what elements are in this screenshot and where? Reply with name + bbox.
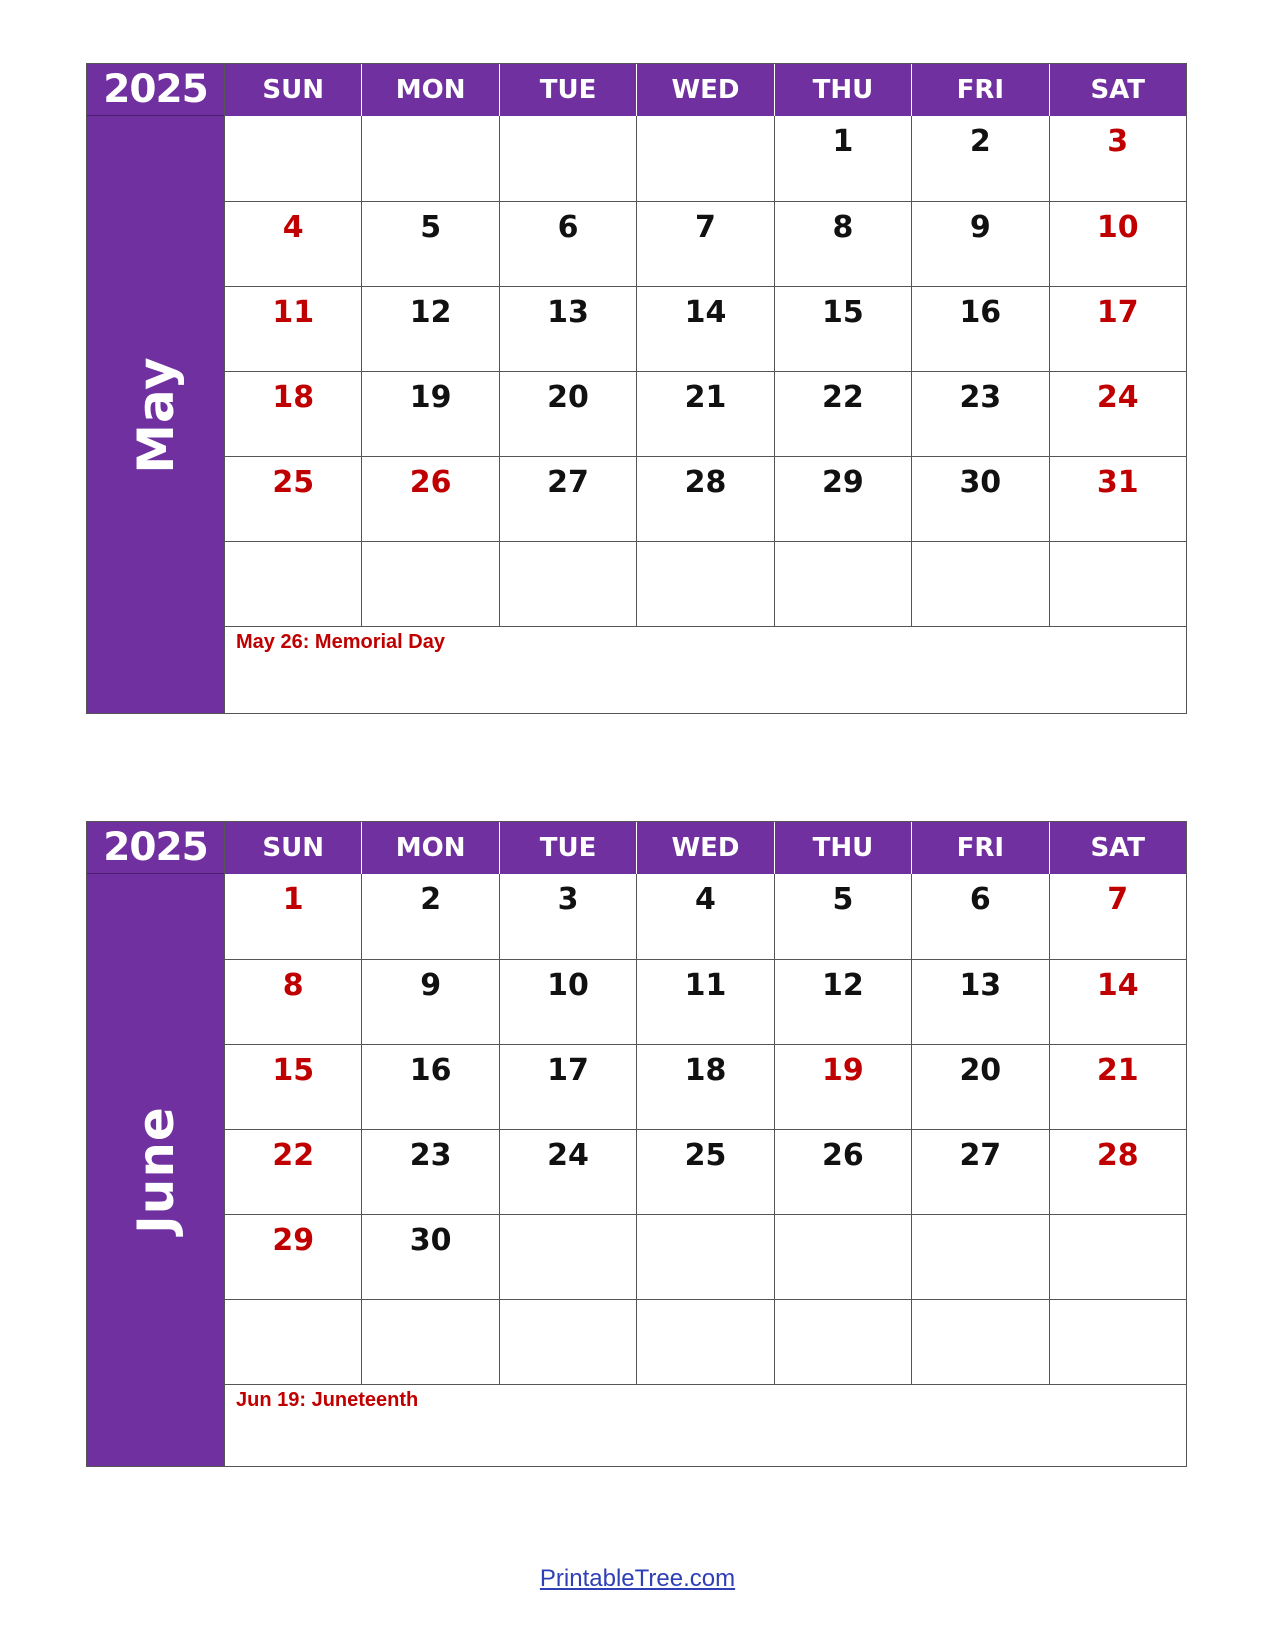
day-cell (500, 116, 637, 201)
day-cell: 6 (500, 202, 637, 286)
day-cell (637, 542, 774, 626)
weekday-fri: FRI (912, 822, 1049, 874)
day-cell: 27 (500, 457, 637, 541)
day-cell: 16 (362, 1045, 499, 1129)
day-cell: 31 (1096, 465, 1139, 500)
day-cell: 29 (775, 457, 912, 541)
day-cell: 1 (775, 116, 912, 201)
footer (0, 1565, 1275, 1593)
day-cell: 20 (500, 372, 637, 456)
weekday-sat: SAT (1090, 833, 1146, 863)
weekday-header (225, 822, 1186, 874)
month-name: May (126, 355, 185, 474)
day-cell: 30 (912, 457, 1049, 541)
sidebar (87, 64, 225, 713)
day-cell (637, 116, 774, 201)
day-cell: 17 (1096, 295, 1139, 330)
day-cell: 18 (637, 1045, 774, 1129)
day-cell (500, 1300, 637, 1384)
day-cell (775, 542, 912, 626)
week-row (225, 371, 1186, 456)
day-cell: 18 (225, 372, 362, 456)
week-row (225, 1299, 1186, 1384)
weekday-mon: MON (362, 64, 499, 116)
weekday-tue: TUE (500, 822, 637, 874)
day-cell (775, 1300, 912, 1384)
day-cell (912, 542, 1049, 626)
day-cell: 30 (362, 1215, 499, 1299)
day-cell: 23 (362, 1130, 499, 1214)
day-cell (637, 1215, 774, 1299)
site-link[interactable]: PrintableTree.com (539, 1565, 736, 1592)
day-cell: 15 (225, 1045, 362, 1129)
day-cell: 13 (912, 960, 1049, 1044)
day-cell: 25 (637, 1130, 774, 1214)
week-row (225, 1214, 1186, 1299)
week-row (225, 201, 1186, 286)
weekday-sun: SUN (225, 822, 362, 874)
day-cell: 19 (362, 372, 499, 456)
day-cell (1050, 542, 1186, 626)
day-cell: 15 (775, 287, 912, 371)
day-cell: 4 (225, 202, 362, 286)
day-cell: 7 (637, 202, 774, 286)
week-row (225, 116, 1186, 201)
weekday-wed: WED (637, 64, 774, 116)
week-row (225, 1129, 1186, 1214)
day-cell: 11 (637, 960, 774, 1044)
day-cell: 26 (775, 1130, 912, 1214)
calendar-june (86, 821, 1187, 1467)
weekday-thu: THU (775, 822, 912, 874)
holiday-note: Jun 19: Juneteenth (236, 1389, 419, 1411)
month-name: June (126, 1106, 185, 1234)
notes-area (225, 1384, 1186, 1466)
week-row (225, 286, 1186, 371)
day-cell: 4 (637, 874, 774, 959)
month-panel (87, 116, 224, 713)
day-cell: 12 (362, 287, 499, 371)
year-label: 2025 (87, 64, 224, 116)
day-grid (225, 874, 1186, 1384)
day-cell: 1 (225, 874, 362, 959)
day-cell (775, 1215, 912, 1299)
day-cell: 5 (775, 874, 912, 959)
day-cell (225, 1300, 362, 1384)
weekday-header (225, 64, 1186, 116)
day-cell (912, 1215, 1049, 1299)
day-cell: 23 (912, 372, 1049, 456)
day-cell: 5 (362, 202, 499, 286)
week-row (225, 541, 1186, 626)
day-cell (912, 1300, 1049, 1384)
day-cell: 7 (1107, 882, 1129, 917)
day-cell: 13 (500, 287, 637, 371)
day-cell (362, 1300, 499, 1384)
day-cell: 6 (912, 874, 1049, 959)
day-cell (500, 1215, 637, 1299)
week-row (225, 456, 1186, 541)
week-row (225, 959, 1186, 1044)
weekday-sun: SUN (225, 64, 362, 116)
weekday-tue: TUE (500, 64, 637, 116)
day-cell (637, 1300, 774, 1384)
day-cell: 27 (912, 1130, 1049, 1214)
day-cell: 8 (225, 960, 362, 1044)
day-cell (225, 116, 362, 201)
day-cell (362, 542, 499, 626)
day-cell: 14 (1096, 968, 1139, 1003)
day-cell: 20 (912, 1045, 1049, 1129)
day-cell: 9 (912, 202, 1049, 286)
day-cell: 3 (500, 874, 637, 959)
day-cell (1050, 1300, 1186, 1384)
day-cell: 24 (500, 1130, 637, 1214)
day-cell: 25 (225, 457, 362, 541)
day-cell: 10 (1096, 210, 1139, 245)
weekday-fri: FRI (912, 64, 1049, 116)
day-cell: 8 (775, 202, 912, 286)
year-label: 2025 (87, 822, 224, 874)
notes-area (225, 626, 1186, 713)
day-cell: 26 (362, 457, 499, 541)
day-cell: 22 (775, 372, 912, 456)
day-cell: 12 (775, 960, 912, 1044)
day-cell: 9 (362, 960, 499, 1044)
weekday-thu: THU (775, 64, 912, 116)
week-row (225, 1044, 1186, 1129)
day-cell: 24 (1096, 380, 1139, 415)
weekday-wed: WED (637, 822, 774, 874)
day-cell: 2 (362, 874, 499, 959)
weekday-sat: SAT (1090, 75, 1146, 105)
day-cell (500, 542, 637, 626)
calendar-body (225, 822, 1186, 1466)
day-cell: 14 (637, 287, 774, 371)
holiday-note: May 26: Memorial Day (236, 631, 445, 653)
day-cell: 22 (225, 1130, 362, 1214)
day-cell: 21 (637, 372, 774, 456)
day-cell: 17 (500, 1045, 637, 1129)
day-cell: 21 (1096, 1053, 1139, 1088)
day-cell: 2 (912, 116, 1049, 201)
day-cell: 28 (637, 457, 774, 541)
sidebar (87, 822, 225, 1466)
month-panel (87, 874, 224, 1466)
calendar-body (225, 64, 1186, 713)
day-cell: 11 (225, 287, 362, 371)
calendar-may (86, 63, 1187, 714)
day-cell: 16 (912, 287, 1049, 371)
day-cell: 10 (500, 960, 637, 1044)
day-cell (1050, 1215, 1186, 1299)
day-cell (362, 116, 499, 201)
day-grid (225, 116, 1186, 626)
day-cell: 28 (1096, 1138, 1139, 1173)
weekday-mon: MON (362, 822, 499, 874)
day-cell: 19 (775, 1045, 912, 1129)
day-cell: 29 (225, 1215, 362, 1299)
day-cell: 3 (1107, 124, 1129, 159)
day-cell (225, 542, 362, 626)
week-row (225, 874, 1186, 959)
